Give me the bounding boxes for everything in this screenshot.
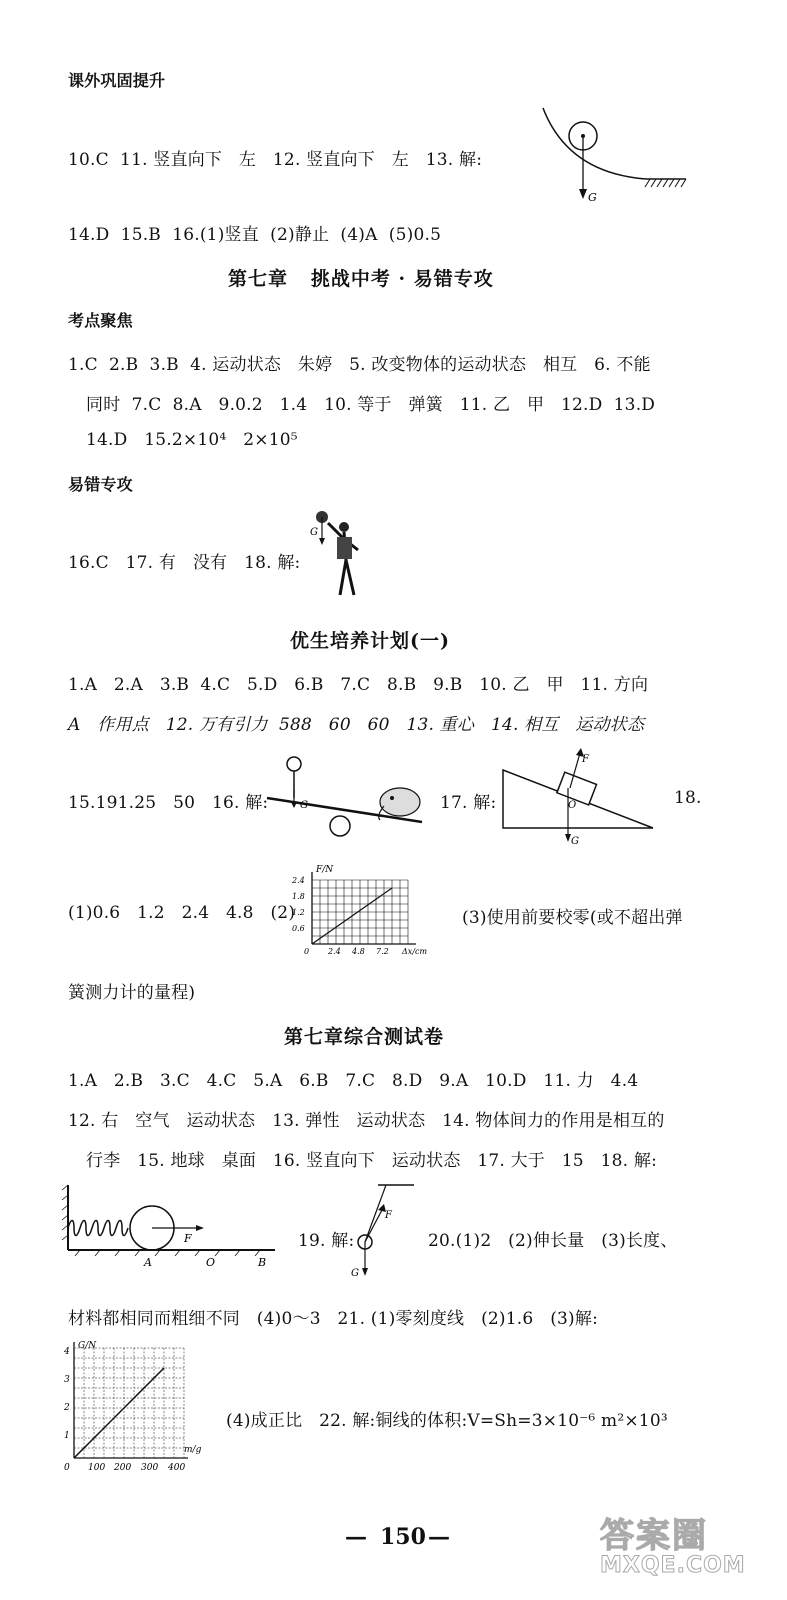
label-g: G: [351, 1268, 359, 1279]
answer-line: 材料都相同而粗细不同 (4)0～3 21. (1)零刻度线 (2)1.6 (3)解:: [68, 1309, 599, 1329]
watermark-url: MXQE.COM: [600, 1553, 746, 1578]
xtick: 300: [141, 1463, 159, 1473]
ytick: 2: [64, 1403, 70, 1413]
answer-line: 10.C 11. 竖直向下 左 12. 竖直向下 左 13. 解:: [68, 150, 483, 170]
figure-ball-on-curve: [538, 103, 688, 208]
label-f: F: [582, 754, 589, 765]
answer-line: 同时 7.C 8.A 9.0.2 1.4 10. 等于 弹簧 11. 乙 甲 12.D 13.D: [86, 395, 656, 415]
answer-line: 14.D 15.B 16.(1)竖直 (2)静止 (4)A (5)0.5: [68, 225, 442, 245]
label-g: G: [571, 836, 579, 847]
ytick: 0.6: [292, 924, 305, 933]
answer-line: 14.D 15.2×10⁴ 2×10⁵: [86, 430, 298, 450]
xtick: 2.4: [328, 947, 341, 956]
label-a: A: [144, 1256, 152, 1269]
graph-xlabel: Δx/cm: [402, 947, 428, 956]
xtick: 200: [114, 1463, 132, 1473]
label-b: B: [258, 1256, 267, 1269]
answer-line: 18.: [674, 788, 702, 808]
answer-line: 1.A 2.B 3.C 4.C 5.A 6.B 7.C 8.D 9.A 10.D 11. 力 4.4: [68, 1071, 639, 1091]
xtick: 7.2: [376, 947, 389, 956]
answer-line: 1.C 2.B 3.B 4. 运动状态 朱婷 5. 改变物体的运动状态 相互 6. 不能: [68, 355, 651, 375]
answer-line: (1)0.6 1.2 2.4 4.8 (2): [68, 903, 296, 923]
answer-line: 行李 15. 地球 桌面 16. 竖直向下 运动状态 17. 大于 15 18. 解:: [86, 1151, 657, 1171]
ytick: 1: [64, 1431, 70, 1441]
figure-pendulum: [348, 1180, 428, 1280]
graph-xlabel: m/g: [184, 1445, 202, 1455]
section-title: 优生培养计划(一): [290, 630, 450, 652]
answer-line: (4)成正比 22. 解:铜线的体积:V=Sh=3×10⁻⁶ m²×10³: [226, 1411, 668, 1431]
xtick: 4.8: [352, 947, 365, 956]
answer-line: 1.A 2.A 3.B 4.C 5.D 6.B 7.C 8.B 9.B 10. 乙 甲 11. 方向: [68, 675, 649, 695]
xtick: 400: [168, 1463, 186, 1473]
watermark-text: 答案圈: [600, 1516, 708, 1556]
graph-ylabel: F/N: [316, 865, 334, 875]
footer-dash-right: —: [428, 1524, 450, 1550]
heading-focus: 考点聚焦: [68, 311, 133, 330]
xtick: 0: [64, 1463, 70, 1473]
graph-gravity-mass: [56, 1340, 206, 1475]
figure-spring-ball: [60, 1180, 280, 1270]
graph-ylabel: G/N: [78, 1341, 97, 1351]
xtick: 0: [304, 947, 310, 956]
figure-seesaw: [262, 750, 427, 840]
answer-line: 15.191.25 50 16. 解:: [68, 793, 269, 813]
xtick: 100: [88, 1463, 106, 1473]
label-g: G: [310, 527, 318, 538]
figure-incline-block: [498, 748, 658, 848]
answer-line: 12. 右 空气 运动状态 13. 弹性 运动状态 14. 物体间力的作用是相互的: [68, 1111, 665, 1131]
ytick: 4: [64, 1347, 70, 1357]
ytick: 3: [64, 1375, 70, 1385]
figure-volleyball-player: [300, 505, 380, 605]
test-title: 第七章综合测试卷: [284, 1026, 445, 1048]
label-o: O: [568, 800, 577, 811]
answer-line: 20.(1)2 (2)伸长量 (3)长度、: [428, 1231, 678, 1251]
label-g: G: [588, 191, 597, 204]
label-f: F: [385, 1210, 392, 1221]
label-f: F: [184, 1232, 192, 1245]
label-g: G: [300, 800, 308, 811]
watermark: [600, 1508, 770, 1588]
answer-line: (3)使用前要校零(或不超出弹: [462, 908, 683, 928]
chapter-title: 第七章 挑战中考 · 易错专攻: [228, 268, 494, 290]
ytick: 2.4: [292, 876, 305, 885]
label-o: O: [206, 1256, 216, 1269]
answer-line: 16.C 17. 有 没有 18. 解:: [68, 553, 301, 573]
answer-line: 17. 解:: [440, 793, 497, 813]
page-number: 150: [380, 1524, 426, 1550]
answer-line: A 作用点 12. 万有引力 588 60 60 13. 重心 14. 相互 运动状态: [68, 715, 645, 735]
answer-line: 19. 解:: [298, 1231, 355, 1251]
ytick: 1.2: [292, 908, 305, 917]
heading-mistakes: 易错专攻: [68, 475, 133, 494]
heading-extra: 课外巩固提升: [68, 71, 166, 90]
footer-dash-left: —: [345, 1524, 367, 1550]
ytick: 1.8: [292, 892, 305, 901]
graph-force-extension: [290, 860, 450, 960]
answer-line: 簧测力计的量程): [68, 983, 196, 1003]
